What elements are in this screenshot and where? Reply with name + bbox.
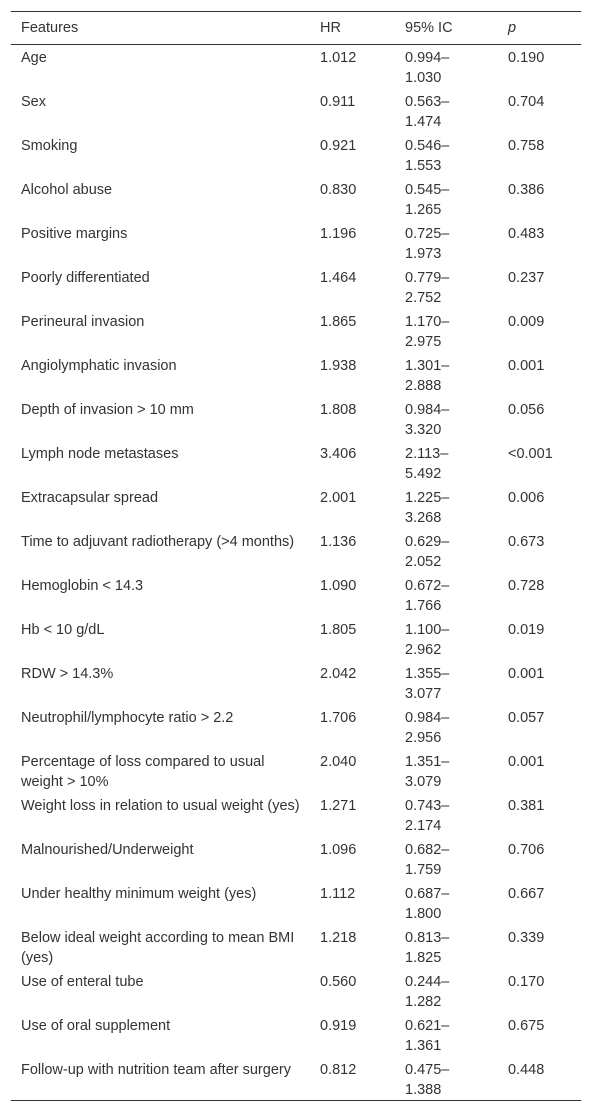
hr-cell: 1.808: [320, 401, 357, 418]
table-row: [11, 309, 581, 353]
ci-cell: [395, 177, 498, 221]
ci-lower-bound: 0.984–: [405, 709, 450, 726]
table-row: [11, 705, 581, 749]
p-value-cell: 0.728: [508, 577, 545, 594]
feature-cell: Below ideal weight according to mean BMI (yes): [21, 929, 295, 966]
table-body: [11, 45, 581, 1101]
ci-upper-bound: 5.492: [405, 465, 442, 482]
hr-cell: 1.218: [320, 929, 357, 946]
ci-lower-bound: 0.743–: [405, 797, 450, 814]
ci-cell: [395, 573, 498, 617]
ci-cell: [395, 925, 498, 969]
hr-cell: 1.464: [320, 269, 357, 286]
header-ci: 95% IC: [395, 12, 498, 45]
ci-lower-bound: 1.225–: [405, 489, 450, 506]
hr-cell: 0.830: [320, 181, 357, 198]
table-row: [11, 1013, 581, 1057]
ci-upper-bound: 2.052: [405, 553, 442, 570]
feature-cell: Time to adjuvant radiotherapy (>4 months): [21, 533, 295, 550]
ci-lower-bound: 0.629–: [405, 533, 450, 550]
ci-cell: [395, 89, 498, 133]
feature-cell: Percentage of loss compared to usual weight > 10%: [21, 753, 265, 790]
table-row: [11, 661, 581, 705]
ci-cell: [395, 881, 498, 925]
ci-cell: [395, 221, 498, 265]
ci-upper-bound: 3.320: [405, 421, 442, 438]
hr-cell: 0.921: [320, 137, 357, 154]
p-value-cell: 0.057: [508, 709, 545, 726]
ci-upper-bound: 2.174: [405, 817, 442, 834]
ci-upper-bound: 1.361: [405, 1037, 442, 1054]
hr-cell: 1.012: [320, 50, 357, 66]
feature-cell: Use of enteral tube: [21, 973, 144, 990]
p-value-cell: 0.001: [508, 357, 545, 374]
hr-cell: 0.812: [310, 1057, 395, 1101]
ci-lower-bound: 1.301–: [405, 357, 450, 374]
ci-upper-bound: 3.268: [405, 509, 442, 526]
header-p-value: p: [498, 12, 581, 45]
ci-lower-bound: 1.100–: [405, 621, 450, 638]
ci-lower-bound: 0.475–: [405, 1061, 450, 1078]
ci-upper-bound: 1.282: [405, 993, 442, 1010]
ci-upper-bound: 1.474: [405, 113, 442, 130]
p-value-cell: 0.170: [508, 973, 545, 990]
p-value-cell: 0.339: [508, 929, 545, 946]
ci-upper-bound: 2.956: [405, 729, 442, 746]
ci-lower-bound: 2.113–: [405, 445, 449, 462]
ci-lower-bound: 0.687–: [405, 885, 450, 902]
ci-lower-bound: 0.779–: [405, 269, 450, 286]
ci-cell: [395, 969, 498, 1013]
ci-lower-bound: 1.351–: [405, 753, 450, 770]
p-value-cell: 0.448: [498, 1057, 581, 1101]
ci-cell: [395, 705, 498, 749]
results-table: [11, 11, 581, 1101]
ci-lower-bound: 0.984–: [405, 401, 450, 418]
ci-upper-bound: 1.553: [405, 157, 442, 174]
ci-lower-bound: 0.563–: [405, 93, 450, 110]
p-value-cell: 0.237: [508, 269, 545, 286]
ci-upper-bound: 2.975: [405, 333, 442, 350]
ci-cell: [395, 485, 498, 529]
ci-lower-bound: 1.170–: [405, 313, 450, 330]
feature-cell: Weight loss in relation to usual weight (yes): [21, 797, 300, 814]
feature-cell: RDW > 14.3%: [21, 665, 114, 682]
ci-cell: [395, 1057, 498, 1101]
table-row: [11, 441, 581, 485]
feature-cell: Sex: [21, 93, 46, 110]
ci-lower-bound: 0.682–: [405, 841, 450, 858]
ci-lower-bound: 0.546–: [405, 137, 450, 154]
p-value-cell: 0.001: [508, 665, 545, 682]
ci-upper-bound: 1.766: [405, 597, 442, 614]
table-row: [11, 573, 581, 617]
results-table-container: [11, 11, 581, 1101]
feature-cell: Smoking: [21, 137, 78, 154]
feature-cell: Lymph node metastases: [21, 445, 179, 462]
ci-cell: [395, 1013, 498, 1057]
ci-upper-bound: 1.759: [405, 861, 442, 878]
table-row: [11, 925, 581, 969]
ci-cell: [395, 793, 498, 837]
ci-upper-bound: 1.388: [405, 1081, 442, 1098]
hr-cell: 1.271: [320, 797, 357, 814]
table-row: [11, 45, 581, 89]
header-features: Features: [11, 12, 310, 45]
ci-cell: [395, 353, 498, 397]
p-value-cell: 0.758: [508, 137, 545, 154]
table-row: [11, 485, 581, 529]
table-row: [11, 881, 581, 925]
ci-lower-bound: 0.621–: [405, 1017, 450, 1034]
hr-cell: 1.136: [320, 533, 357, 550]
table-row: [11, 749, 581, 793]
hr-cell: 0.919: [320, 1017, 357, 1034]
table-row: [11, 89, 581, 133]
feature-cell: Positive margins: [21, 225, 128, 242]
p-value-cell: 0.667: [508, 885, 545, 902]
p-value-cell: 0.019: [508, 621, 545, 638]
hr-cell: 0.560: [320, 973, 357, 990]
ci-cell: [395, 441, 498, 485]
ci-upper-bound: 3.077: [405, 685, 442, 702]
table-row: [11, 353, 581, 397]
ci-upper-bound: 2.962: [405, 641, 442, 658]
hr-cell: 1.112: [320, 885, 356, 902]
hr-cell: 1.805: [320, 621, 357, 638]
table-row: [11, 221, 581, 265]
ci-cell: [395, 749, 498, 793]
ci-cell: [395, 837, 498, 881]
p-value-cell: 0.704: [508, 93, 545, 110]
feature-cell: Perineural invasion: [21, 313, 145, 330]
feature-cell: Depth of invasion > 10 mm: [21, 401, 194, 418]
p-value-cell: 0.190: [508, 50, 545, 66]
hr-cell: 2.042: [320, 665, 357, 682]
ci-cell: [395, 617, 498, 661]
hr-cell: 1.090: [320, 577, 357, 594]
p-value-cell: 0.381: [508, 797, 545, 814]
hr-cell: 1.938: [320, 357, 357, 374]
ci-lower-bound: 0.725–: [405, 225, 450, 242]
hr-cell: 2.040: [320, 753, 357, 770]
header-hr: HR: [310, 12, 395, 45]
p-value-cell: 0.001: [508, 753, 545, 770]
ci-upper-bound: 1.800: [405, 905, 442, 922]
feature-cell: Follow-up with nutrition team after surgery: [11, 1057, 310, 1101]
p-value-cell: 0.006: [508, 489, 545, 506]
feature-cell: Hemoglobin < 14.3: [21, 577, 144, 594]
feature-cell: Use of oral supplement: [21, 1017, 171, 1034]
hr-cell: 1.196: [320, 225, 357, 242]
ci-lower-bound: 0.244–: [405, 973, 450, 990]
p-value-cell: 0.483: [508, 225, 545, 242]
ci-lower-bound: 0.545–: [405, 181, 450, 198]
ci-upper-bound: 1.973: [405, 245, 442, 262]
feature-cell: Malnourished/Underweight: [21, 841, 194, 858]
ci-cell: [395, 397, 498, 441]
feature-cell: Age: [21, 50, 47, 66]
ci-lower-bound: 0.672–: [405, 577, 450, 594]
table-row: [11, 969, 581, 1013]
table-row: [11, 1057, 581, 1101]
ci-cell: [395, 45, 498, 89]
ci-upper-bound: 2.752: [405, 289, 442, 306]
ci-upper-bound: 3.079: [405, 773, 442, 790]
hr-cell: 0.911: [320, 93, 356, 110]
hr-cell: 1.706: [320, 709, 357, 726]
p-value-cell: 0.386: [508, 181, 545, 198]
table-header: [11, 12, 581, 45]
table-row: [11, 793, 581, 837]
ci-cell: [395, 529, 498, 573]
ci-cell: [395, 661, 498, 705]
feature-cell: Poorly differentiated: [21, 269, 150, 286]
ci-upper-bound: 1.265: [405, 201, 442, 218]
p-value-cell: <0.001: [508, 445, 553, 462]
feature-cell: Neutrophil/lymphocyte ratio > 2.2: [21, 709, 234, 726]
table-row: [11, 177, 581, 221]
hr-cell: 1.865: [320, 313, 357, 330]
ci-upper-bound: 1.825: [405, 949, 442, 966]
table-row: [11, 133, 581, 177]
feature-cell: Angiolymphatic invasion: [21, 357, 177, 374]
feature-cell: Under healthy minimum weight (yes): [21, 885, 257, 902]
p-value-cell: 0.675: [508, 1017, 545, 1034]
feature-cell: Extracapsular spread: [21, 489, 159, 506]
ci-upper-bound: 2.888: [405, 377, 442, 394]
feature-cell: Hb < 10 g/dL: [21, 621, 105, 638]
p-value-cell: 0.706: [508, 841, 545, 858]
p-value-cell: 0.009: [508, 313, 545, 330]
table-row: [11, 397, 581, 441]
hr-cell: 2.001: [320, 489, 357, 506]
p-value-cell: 0.673: [508, 533, 545, 550]
header-row: [11, 12, 581, 45]
ci-cell: [395, 133, 498, 177]
feature-cell: Alcohol abuse: [21, 181, 113, 198]
hr-cell: 3.406: [320, 445, 357, 462]
table-row: [11, 265, 581, 309]
ci-cell: [395, 309, 498, 353]
ci-lower-bound: 0.994–: [405, 50, 450, 66]
ci-lower-bound: 1.355–: [405, 665, 450, 682]
table-row: [11, 617, 581, 661]
table-row: [11, 529, 581, 573]
p-value-cell: 0.056: [508, 401, 545, 418]
hr-cell: 1.096: [320, 841, 357, 858]
ci-upper-bound: 1.030: [405, 70, 442, 86]
ci-lower-bound: 0.813–: [405, 929, 450, 946]
table-row: [11, 837, 581, 881]
ci-cell: [395, 265, 498, 309]
